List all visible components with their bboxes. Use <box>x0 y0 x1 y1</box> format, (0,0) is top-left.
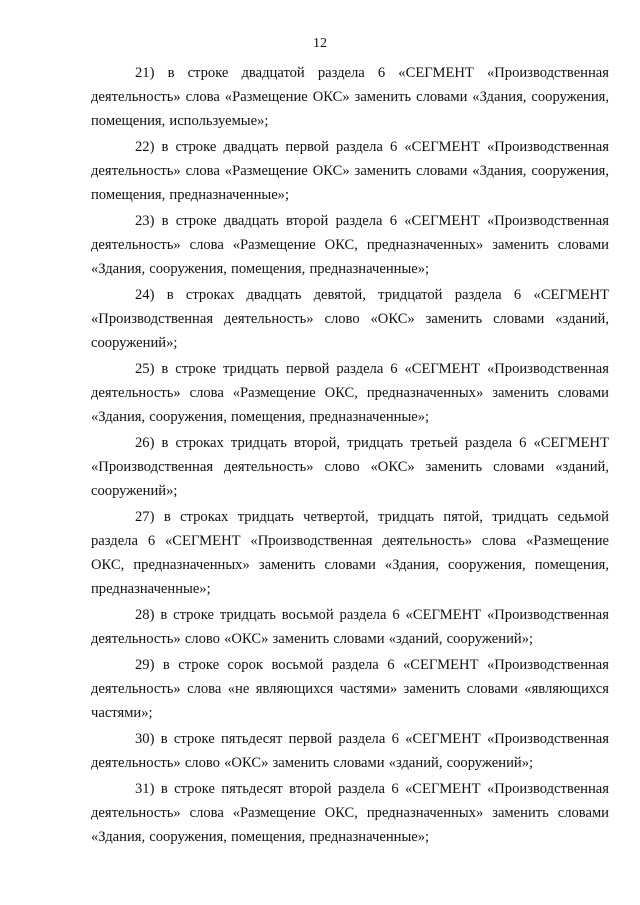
paragraph-28: 28) в строке тридцать восьмой раздела 6 «СЕГМЕНТ «Производственная деятельность» слово «ОКС» заменить словами «зданий, сооружений»; <box>91 607 609 647</box>
paragraph-25: 25) в строке тридцать первой раздела 6 «СЕГМЕНТ «Производственная деятельность» слова «Размещение ОКС, предназначенных» заменить словами «Здания, сооружения, помещения, предназначенные»; <box>91 361 609 425</box>
document-body <box>91 61 609 849</box>
paragraph-29: 29) в строке сорок восьмой раздела 6 «СЕГМЕНТ «Производственная деятельность» слова «не являющихся частями» заменить словами «являющихся частями»; <box>91 657 609 721</box>
paragraph-22: 22) в строке двадцать первой раздела 6 «СЕГМЕНТ «Производственная деятельность» слова «Размещение ОКС» заменить словами «Здания, сооружения, помещения, предназначенные»; <box>91 139 609 203</box>
paragraph-24: 24) в строках двадцать девятой, тридцатой раздела 6 «СЕГМЕНТ «Производственная деятельность» слово «ОКС» заменить словами «зданий, сооружений»; <box>91 287 609 351</box>
paragraph-31: 31) в строке пятьдесят второй раздела 6 «СЕГМЕНТ «Производственная деятельность» слова «Размещение ОКС, предназначенных» заменить словами «Здания, сооружения, помещения, предназначенные»; <box>91 781 609 845</box>
paragraph-30: 30) в строке пятьдесят первой раздела 6 «СЕГМЕНТ «Производственная деятельность» слово «ОКС» заменить словами «зданий, сооружений»; <box>91 731 609 771</box>
paragraph-23: 23) в строке двадцать второй раздела 6 «СЕГМЕНТ «Производственная деятельность» слова «Размещение ОКС, предназначенных» заменить словами «Здания, сооружения, помещения, предназначенные»; <box>91 213 609 277</box>
paragraph-21: 21) в строке двадцатой раздела 6 «СЕГМЕНТ «Производственная деятельность» слова «Размещение ОКС» заменить словами «Здания, сооружения, помещения, используемые»; <box>91 65 609 129</box>
paragraph-26: 26) в строках тридцать второй, тридцать третьей раздела 6 «СЕГМЕНТ «Производственная деятельность» слово «ОКС» заменить словами «зданий, сооружений»; <box>91 435 609 499</box>
page-number: 12 <box>313 36 327 51</box>
paragraph-27: 27) в строках тридцать четвертой, тридцать пятой, тридцать седьмой раздела 6 «СЕГМЕНТ «Производственная деятельность» слова «Размещение ОКС, предназначенных» заменить словами «Здания, сооружения, помещения, предназначенные»; <box>91 509 609 597</box>
